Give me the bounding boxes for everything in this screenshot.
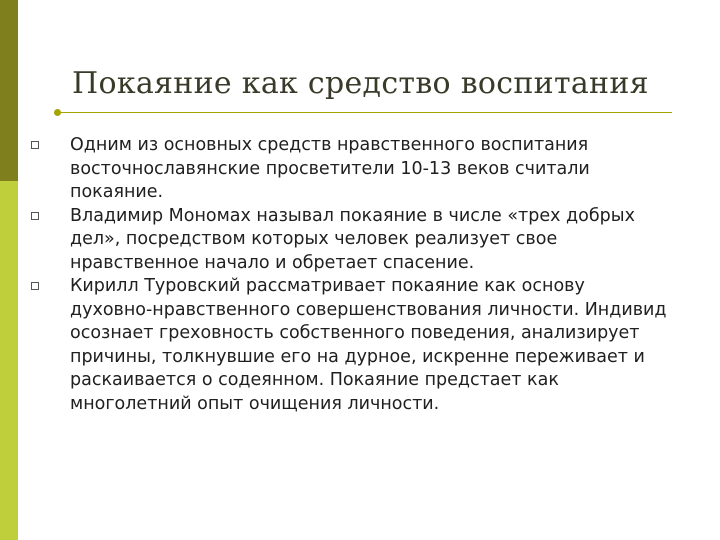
- bullet-text: Одним из основных средств нравственного воспитания восточнославянские просветители 10-13 веков считали покаяние.: [70, 135, 590, 202]
- list-item: [30, 205, 670, 276]
- list-item: [30, 134, 670, 205]
- list-item: [30, 275, 670, 416]
- hollow-square-icon: [31, 282, 39, 290]
- hollow-square-icon: [31, 212, 39, 220]
- title-underline: [60, 112, 672, 113]
- bullet-list: [30, 134, 670, 416]
- side-accent-bar-top: [0, 0, 18, 181]
- slide-title: Покаяние как средство воспитания: [72, 66, 649, 101]
- bullet-text: Кирилл Туровский рассматривает покаяние как основу духовно-нравственного совершенствования личности. Индивид осознает греховность собственного поведения, анализирует причины, толкнувшие его на дурное, искренне переживает и раскаивается о содеянном. Покаяние предстает как многолетний опыт очищения личности.: [70, 276, 667, 414]
- side-accent-bar-bottom: [0, 181, 18, 540]
- bullet-text: Владимир Мономах называл покаяние в числе «трех добрых дел», посредством которых человек реализует свое нравственное начало и обретает спасение.: [70, 205, 635, 273]
- hollow-square-icon: [31, 141, 39, 149]
